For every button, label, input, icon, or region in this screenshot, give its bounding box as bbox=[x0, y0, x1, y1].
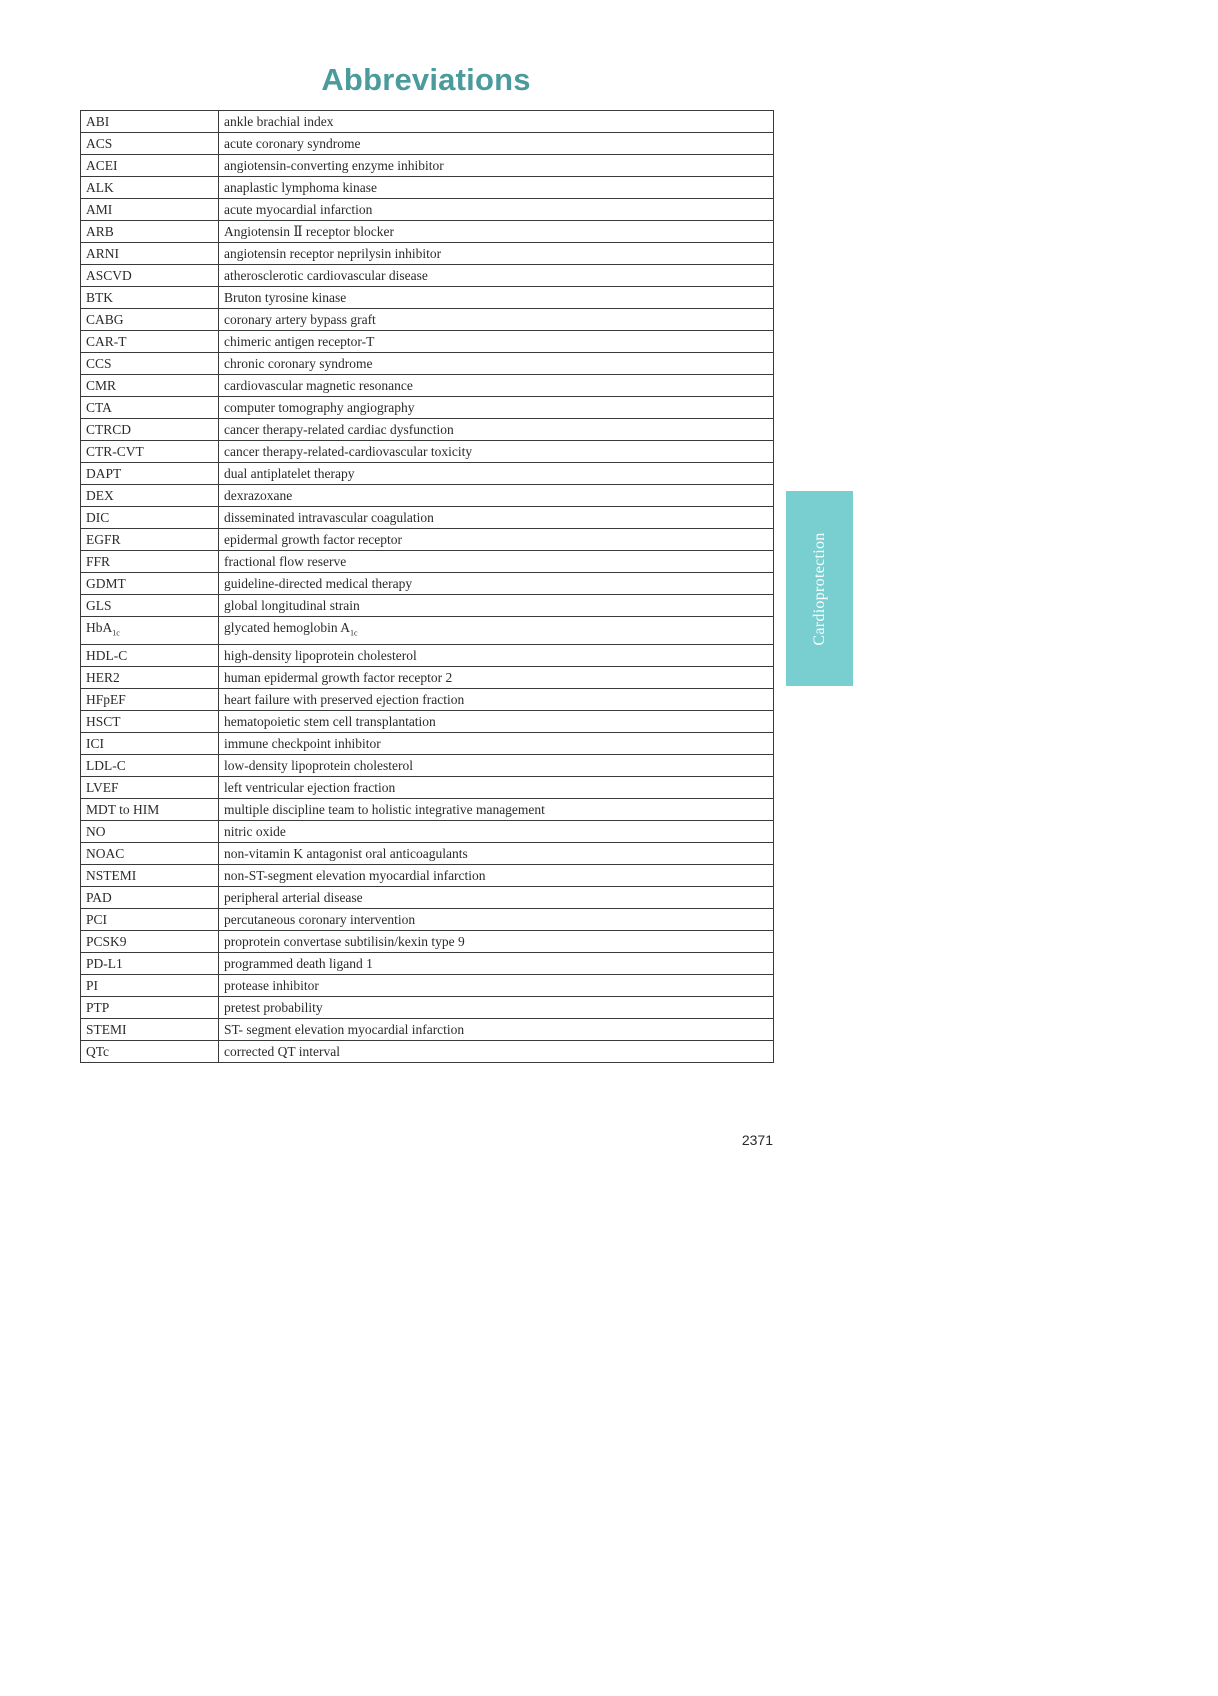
definition-cell bbox=[219, 221, 774, 243]
definition-text: anaplastic lymphoma kinase bbox=[224, 180, 377, 195]
table-row bbox=[81, 243, 774, 265]
table-row bbox=[81, 996, 774, 1018]
abbreviation-cell bbox=[81, 573, 219, 595]
definition-cell bbox=[219, 287, 774, 309]
definition-text: multiple discipline team to holistic integrative management bbox=[224, 801, 545, 817]
definition-text: heart failure with preserved ejection fraction bbox=[224, 691, 465, 707]
abbreviation-text: PAD bbox=[86, 889, 112, 905]
table-row bbox=[81, 177, 774, 199]
abbreviation-cell bbox=[81, 776, 219, 798]
definition-cell bbox=[219, 688, 774, 710]
definition-cell bbox=[219, 485, 774, 507]
abbreviation-cell bbox=[81, 710, 219, 732]
definition-text: protease inhibitor bbox=[224, 977, 319, 993]
abbreviation-cell bbox=[81, 419, 219, 441]
definition-text: Angiotensin Ⅱ receptor blocker bbox=[224, 224, 394, 239]
abbreviation-cell bbox=[81, 864, 219, 886]
abbreviation-text: DIC bbox=[86, 510, 110, 525]
abbreviation-text: HSCT bbox=[86, 713, 121, 729]
definition-cell bbox=[219, 930, 774, 952]
definition-cell bbox=[219, 666, 774, 688]
definition-text: low-density lipoprotein cholesterol bbox=[224, 757, 413, 773]
definition-text: nitric oxide bbox=[224, 823, 286, 839]
table-row bbox=[81, 221, 774, 243]
abbreviation-text: PCI bbox=[86, 911, 108, 927]
definition-cell bbox=[219, 155, 774, 177]
definition-cell bbox=[219, 573, 774, 595]
table-row bbox=[81, 798, 774, 820]
definition-cell bbox=[219, 199, 774, 221]
definition-text: hematopoietic stem cell transplantation bbox=[224, 713, 436, 729]
abbreviation-cell bbox=[81, 820, 219, 842]
definition-text: programmed death ligand 1 bbox=[224, 955, 373, 971]
abbreviation-text: ARNI bbox=[86, 246, 119, 261]
definition-text: cancer therapy-related-cardiovascular toxicity bbox=[224, 444, 473, 459]
abbreviation-text: CTR-CVT bbox=[86, 444, 144, 459]
definition-cell bbox=[219, 754, 774, 776]
definition-cell bbox=[219, 864, 774, 886]
definition-cell bbox=[219, 309, 774, 331]
abbreviation-cell bbox=[81, 842, 219, 864]
table-row bbox=[81, 820, 774, 842]
definition-cell bbox=[219, 375, 774, 397]
abbreviation-text: GLS bbox=[86, 598, 112, 613]
table-row bbox=[81, 331, 774, 353]
abbreviation-text: PI bbox=[86, 977, 99, 993]
definition-text: dexrazoxane bbox=[224, 488, 293, 503]
table-row bbox=[81, 419, 774, 441]
table-row bbox=[81, 754, 774, 776]
definition-cell bbox=[219, 595, 774, 617]
abbreviation-text: ALK bbox=[86, 180, 114, 195]
abbreviation-cell bbox=[81, 397, 219, 419]
abbreviation-text: NSTEMI bbox=[86, 867, 137, 883]
table-row bbox=[81, 1040, 774, 1062]
abbreviation-cell bbox=[81, 309, 219, 331]
abbreviation-text: ACS bbox=[86, 136, 113, 151]
definition-cell bbox=[219, 463, 774, 485]
definition-cell bbox=[219, 441, 774, 463]
abbreviation-text: QTc bbox=[86, 1043, 110, 1059]
definition-text: chronic coronary syndrome bbox=[224, 356, 373, 371]
abbreviation-cell bbox=[81, 529, 219, 551]
table-row bbox=[81, 375, 774, 397]
abbreviation-cell bbox=[81, 996, 219, 1018]
abbreviation-cell bbox=[81, 886, 219, 908]
definition-cell bbox=[219, 996, 774, 1018]
definition-text: corrected QT interval bbox=[224, 1043, 340, 1059]
abbreviations-table-body bbox=[81, 111, 774, 1063]
abbreviation-cell bbox=[81, 930, 219, 952]
table-row bbox=[81, 595, 774, 617]
definition-cell bbox=[219, 908, 774, 930]
table-row bbox=[81, 309, 774, 331]
abbreviation-text: PD-L1 bbox=[86, 955, 123, 971]
definition-cell bbox=[219, 842, 774, 864]
table-row bbox=[81, 864, 774, 886]
definition-cell bbox=[219, 1018, 774, 1040]
abbreviation-text: DAPT bbox=[86, 466, 122, 481]
abbreviations-table bbox=[80, 110, 774, 1063]
abbreviation-cell bbox=[81, 974, 219, 996]
definition-text: cancer therapy-related cardiac dysfunction bbox=[224, 422, 454, 437]
abbreviation-cell bbox=[81, 331, 219, 353]
section-side-tab bbox=[786, 491, 853, 686]
definition-cell bbox=[219, 710, 774, 732]
abbreviation-cell bbox=[81, 551, 219, 573]
definition-text: epidermal growth factor receptor bbox=[224, 532, 403, 547]
table-row bbox=[81, 507, 774, 529]
definition-text: non-ST-segment elevation myocardial infarction bbox=[224, 867, 486, 883]
abbreviation-cell bbox=[81, 485, 219, 507]
definition-cell bbox=[219, 732, 774, 754]
definition-text: ankle brachial index bbox=[224, 114, 334, 129]
abbreviation-text: CABG bbox=[86, 312, 124, 327]
abbreviation-text: HER2 bbox=[86, 669, 120, 685]
definition-text: guideline-directed medical therapy bbox=[224, 576, 413, 591]
definition-cell bbox=[219, 820, 774, 842]
definition-cell bbox=[219, 507, 774, 529]
abbreviation-cell bbox=[81, 375, 219, 397]
definition-text: chimeric antigen receptor-T bbox=[224, 334, 375, 349]
abbreviation-text: ICI bbox=[86, 735, 104, 751]
definition-text: proprotein convertase subtilisin/kexin type 9 bbox=[224, 933, 465, 949]
table-row bbox=[81, 666, 774, 688]
definition-text: angiotensin receptor neprilysin inhibitor bbox=[224, 246, 442, 261]
definition-text: fractional flow reserve bbox=[224, 554, 347, 569]
definition-text: pretest probability bbox=[224, 999, 323, 1015]
abbreviation-cell bbox=[81, 666, 219, 688]
definition-cell bbox=[219, 551, 774, 573]
definition-text: percutaneous coronary intervention bbox=[224, 911, 416, 927]
definition-cell bbox=[219, 644, 774, 666]
definition-cell bbox=[219, 952, 774, 974]
abbreviation-text: HFpEF bbox=[86, 691, 126, 707]
table-row bbox=[81, 644, 774, 666]
abbreviation-text: STEMI bbox=[86, 1021, 127, 1037]
abbreviation-cell bbox=[81, 133, 219, 155]
definition-cell bbox=[219, 529, 774, 551]
abbreviation-text: PCSK9 bbox=[86, 933, 127, 949]
abbreviation-text: CCS bbox=[86, 356, 112, 371]
table-row bbox=[81, 353, 774, 375]
abbreviation-text: CMR bbox=[86, 378, 117, 393]
table-row bbox=[81, 617, 774, 645]
definition-text: non-vitamin K antagonist oral anticoagulants bbox=[224, 845, 468, 861]
definition-text: acute myocardial infarction bbox=[224, 202, 373, 217]
table-row bbox=[81, 573, 774, 595]
abbreviation-cell bbox=[81, 155, 219, 177]
abbreviation-cell bbox=[81, 111, 219, 133]
abbreviation-text: NOAC bbox=[86, 845, 125, 861]
abbreviation-text: CTRCD bbox=[86, 422, 132, 437]
abbreviation-text: ARB bbox=[86, 224, 114, 239]
table-row bbox=[81, 287, 774, 309]
abbreviation-text: ABI bbox=[86, 114, 110, 129]
definition-text: human epidermal growth factor receptor 2 bbox=[224, 669, 453, 685]
table-row bbox=[81, 551, 774, 573]
definition-text: global longitudinal strain bbox=[224, 598, 360, 613]
abbreviation-text: ACEI bbox=[86, 158, 118, 173]
definition-cell bbox=[219, 177, 774, 199]
abbreviation-text: PTP bbox=[86, 999, 110, 1015]
table-row bbox=[81, 842, 774, 864]
table-row bbox=[81, 710, 774, 732]
abbreviation-text: CTA bbox=[86, 400, 112, 415]
table-row bbox=[81, 974, 774, 996]
table-row bbox=[81, 397, 774, 419]
definition-text: acute coronary syndrome bbox=[224, 136, 361, 151]
definition-text: ST- segment elevation myocardial infarction bbox=[224, 1021, 465, 1037]
abbreviation-text: NO bbox=[86, 823, 106, 839]
abbreviation-cell bbox=[81, 243, 219, 265]
abbreviation-cell bbox=[81, 688, 219, 710]
abbreviation-text: AMI bbox=[86, 202, 113, 217]
abbreviation-text: CAR-T bbox=[86, 334, 127, 349]
abbreviation-text: BTK bbox=[86, 290, 113, 305]
abbreviation-text: EGFR bbox=[86, 532, 121, 547]
definition-text: high-density lipoprotein cholesterol bbox=[224, 647, 417, 663]
definition-text: left ventricular ejection fraction bbox=[224, 779, 396, 795]
page-title: Abbreviations bbox=[321, 62, 531, 97]
table-row bbox=[81, 688, 774, 710]
definition-cell bbox=[219, 886, 774, 908]
definition-cell bbox=[219, 1040, 774, 1062]
definition-cell bbox=[219, 331, 774, 353]
definition-subscript: 1c bbox=[349, 628, 358, 638]
abbreviation-text: MDT to HIM bbox=[86, 801, 160, 817]
definition-cell bbox=[219, 617, 774, 645]
definition-cell bbox=[219, 397, 774, 419]
abbreviation-cell bbox=[81, 617, 219, 645]
table-row bbox=[81, 485, 774, 507]
abbreviation-cell bbox=[81, 441, 219, 463]
abbreviation-cell bbox=[81, 221, 219, 243]
abbreviation-cell bbox=[81, 754, 219, 776]
table-row bbox=[81, 155, 774, 177]
abbreviation-text: LVEF bbox=[86, 779, 119, 795]
table-row bbox=[81, 111, 774, 133]
abbreviation-cell bbox=[81, 1018, 219, 1040]
table-row bbox=[81, 463, 774, 485]
table-row bbox=[81, 1018, 774, 1040]
table-row bbox=[81, 265, 774, 287]
table-row bbox=[81, 908, 774, 930]
definition-text: cardiovascular magnetic resonance bbox=[224, 378, 413, 393]
table-row bbox=[81, 952, 774, 974]
table-row bbox=[81, 930, 774, 952]
definition-cell bbox=[219, 776, 774, 798]
definition-cell bbox=[219, 243, 774, 265]
abbreviation-cell bbox=[81, 265, 219, 287]
definition-text: coronary artery bypass graft bbox=[224, 312, 376, 327]
abbreviation-cell bbox=[81, 952, 219, 974]
definition-text: Bruton tyrosine kinase bbox=[224, 290, 347, 305]
table-row bbox=[81, 886, 774, 908]
definition-cell bbox=[219, 111, 774, 133]
abbreviation-cell bbox=[81, 353, 219, 375]
definition-text: peripheral arterial disease bbox=[224, 889, 363, 905]
abbreviation-text: ASCVD bbox=[86, 268, 132, 283]
table-row bbox=[81, 199, 774, 221]
abbreviation-subscript: 1c bbox=[112, 628, 120, 638]
abbreviation-cell bbox=[81, 507, 219, 529]
table-row bbox=[81, 133, 774, 155]
abbreviation-cell bbox=[81, 595, 219, 617]
abbreviation-text: GDMT bbox=[86, 576, 126, 591]
page-number: 2371 bbox=[741, 1132, 773, 1148]
abbreviation-text: DEX bbox=[86, 488, 114, 503]
abbreviation-text: HbA bbox=[86, 620, 113, 635]
abbreviation-cell bbox=[81, 908, 219, 930]
definition-cell bbox=[219, 974, 774, 996]
definition-cell bbox=[219, 353, 774, 375]
definition-text: glycated hemoglobin A bbox=[224, 620, 350, 635]
abbreviation-text: FFR bbox=[86, 554, 111, 569]
table-row bbox=[81, 732, 774, 754]
abbreviation-cell bbox=[81, 732, 219, 754]
abbreviation-cell bbox=[81, 287, 219, 309]
abbreviation-text: HDL-C bbox=[86, 647, 128, 663]
definition-text: dual antiplatelet therapy bbox=[224, 466, 355, 481]
definition-text: atherosclerotic cardiovascular disease bbox=[224, 268, 428, 283]
abbreviation-cell bbox=[81, 1040, 219, 1062]
definition-cell bbox=[219, 419, 774, 441]
abbreviation-text: LDL-C bbox=[86, 757, 126, 773]
abbreviation-cell bbox=[81, 199, 219, 221]
section-side-tab-label: Cardioprotection bbox=[810, 531, 828, 646]
definition-cell bbox=[219, 133, 774, 155]
definition-cell bbox=[219, 265, 774, 287]
table-row bbox=[81, 776, 774, 798]
definition-text: computer tomography angiography bbox=[224, 400, 415, 415]
definition-text: angiotensin-converting enzyme inhibitor bbox=[224, 158, 444, 173]
abbreviation-cell bbox=[81, 177, 219, 199]
abbreviation-cell bbox=[81, 644, 219, 666]
abbreviation-cell bbox=[81, 463, 219, 485]
table-row bbox=[81, 441, 774, 463]
table-row bbox=[81, 529, 774, 551]
definition-text: disseminated intravascular coagulation bbox=[224, 510, 434, 525]
definition-text: immune checkpoint inhibitor bbox=[224, 735, 381, 751]
definition-cell bbox=[219, 798, 774, 820]
abbreviation-cell bbox=[81, 798, 219, 820]
